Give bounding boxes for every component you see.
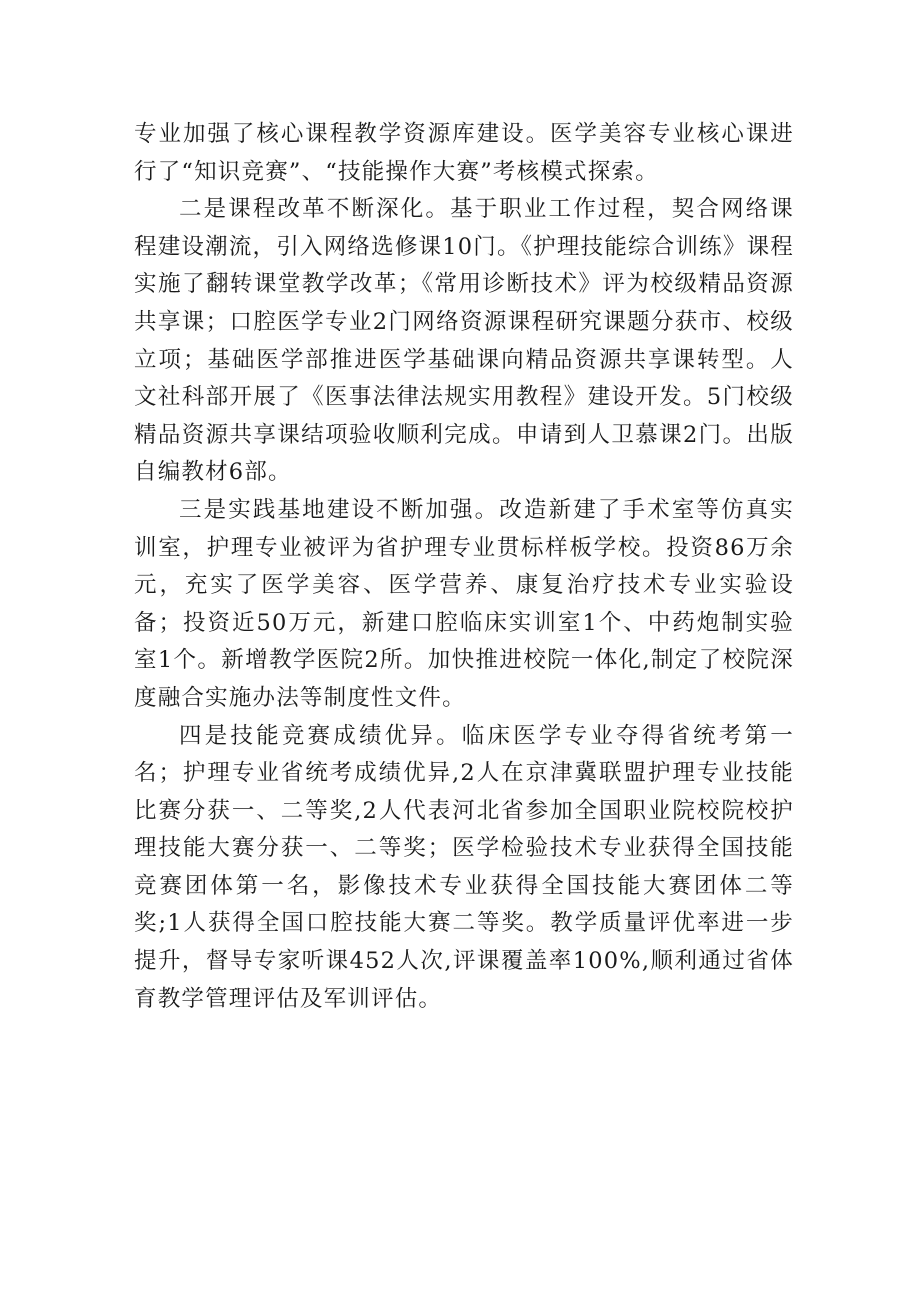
document-body [134,116,794,1018]
paragraph-practice-base: 三是实践基地建设不断加强。改造新建了手术室等仿真实训室，护理专业被评为省护理专业贯标样板学校。投资86万余元，充实了医学美容、医学营养、康复治疗技术专业实验设备；投资近50万元，新建口腔临床实训室1个、中药炮制实验室1个。新增教学医院2所。加快推进校院一体化,制定了校院深度融合实施办法等制度性文件。 [134,496,794,711]
paragraph-curriculum-reform: 二是课程改革不断深化。基于职业工作过程，契合网络课程建设潮流，引入网络选修课10门。《护理技能综合训练》课程实施了翻转课堂教学改革；《常用诊断技术》评为校级精品资源共享课；口腔医学专业2门网络资源课程研究课题分获市、校级立项；基础医学部推进医学基础课向精品资源共享课转型。人文社科部开展了《医事法律法规实用教程》建设开发。5门校级精品资源共享课结项验收顺利完成。申请到人卫慕课2门。出版自编教材6部。 [134,196,794,486]
paragraph-continuation: 专业加强了核心课程教学资源库建设。医学美容专业核心课进行了“知识竞赛”、“技能操作大赛”考核模式探索。 [134,121,794,185]
paragraph-skills-competition: 四是技能竞赛成绩优异。临床医学专业夺得省统考第一名；护理专业省统考成绩优异,2人在京津冀联盟护理专业技能比赛分获一、二等奖,2人代表河北省参加全国职业院校院校护理技能大赛分获一、二等奖；医学检验技术专业获得全国技能竞赛团体第一名，影像技术专业获得全国技能大赛团体二等奖;1人获得全国口腔技能大赛二等奖。教学质量评优率进一步提升，督导专家听课452人次,评课覆盖率100%,顺利通过省体育教学管理评估及军训评估。 [134,722,794,1012]
